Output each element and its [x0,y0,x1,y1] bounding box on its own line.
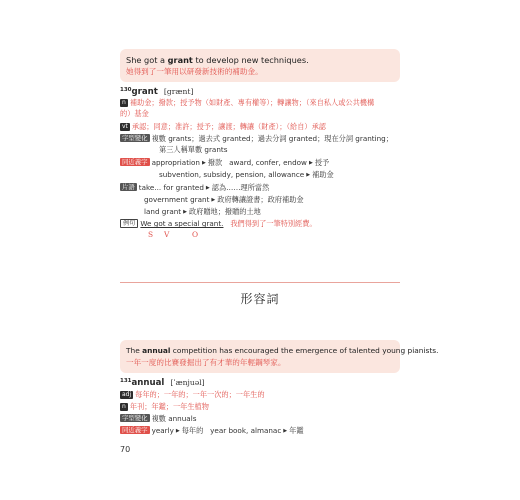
example-box-annual [120,340,439,373]
example-sentence-en: She got a grant to develop new techniques. [126,55,309,65]
synonyms-tag: 同近義字 [122,158,148,166]
verb-definition: vt 承認；同意；准許；授予；讓渡；轉讓（財產）；（給自）承認 [122,122,326,131]
phrases-row-1: 片語 take... for granted ▶ 認為……理所當然 [122,183,270,192]
example-sentence-en: The annual competition has encouraged the emergence of talented young pianists. [126,346,439,355]
phrases-tag: 片語 [122,183,135,191]
arrow-icon: ▶ [308,160,313,166]
pos-noun-tag: n [122,403,126,410]
pos-adj-tag: adj [122,391,132,398]
example-sentence-zh: 她得到了一筆用以研發新技術的補助金。 [126,67,263,76]
noun-definition: n 年刊；年鑑；一年生植物 [122,402,209,411]
word-forms: 字型變化 複數 grants；過去式 granted；過去分詞 granted；現在分詞 granting； [122,134,393,143]
adj-definition: adj 每年的；一年的；一年一次的；一年生的 [122,390,265,399]
svo-subject: S [148,230,154,239]
synonyms-row-1: 同近義字 yearly ▶ 每年的 year book, almanac ▶ 年鑑 [122,426,304,435]
headword-grant: $^{130}$grant [grænt] [120,87,194,97]
forms-tag: 字型變化 [122,414,148,422]
forms-tag: 字型變化 [122,134,148,142]
example-box-grant [120,49,400,82]
arrow-icon: ▶ [211,197,216,203]
phonetic: [grænt] [163,87,194,96]
arrow-icon: ▶ [283,428,288,434]
synonyms-row-1: 同近義字 appropriation ▶ 撥款 award, confer, endow ▶ 授予 [122,158,330,167]
arrow-icon: ▶ [183,209,187,215]
phrases-row-2: government grant ▶ 政府轉讓證書；政府補助金 [144,195,304,204]
word-forms-cont: 第三人稱單數 grants [159,145,228,154]
headword-annual: $^{131}$annual [ˈænjuəl] [120,378,205,388]
example-row: 例句 We got a special grant. 我們得到了一筆特別經費。 [120,219,317,229]
pos-noun-tag: n [122,99,126,106]
arrow-icon: ▶ [205,185,210,191]
arrow-icon: ▶ [201,160,206,166]
arrow-icon: ▶ [306,172,311,178]
svo-object: O [192,230,199,239]
phonetic: [ˈænjuəl] [170,378,205,387]
pos-vt-tag: vt [122,123,128,130]
phrases-row-3: land grant ▶ 政府贈地；撥贈的土地 [144,207,261,216]
arrow-icon: ▶ [175,428,180,434]
page-number: 70 [120,445,131,454]
section-title: 形容詞 [240,292,280,306]
noun-definition: n 補助金；撥款；授予物（如財產、專有權等）；轉讓物；（來自私人或公共機構 [122,98,375,107]
svo-verb: V [164,230,170,239]
example-sentence-zh: 一年一度的比賽發掘出了有才華的年輕鋼琴家。 [126,358,286,367]
noun-definition-cont: 的）基金 [120,109,149,118]
section-divider [120,282,400,283]
synonyms-tag: 同近義字 [122,426,148,434]
synonyms-row-2: subvention, subsidy, pension, allowance ▶ 補助金 [159,170,334,179]
example-tag: 例句 [120,219,138,228]
word-forms: 字型變化 複數 annuals [122,414,197,423]
